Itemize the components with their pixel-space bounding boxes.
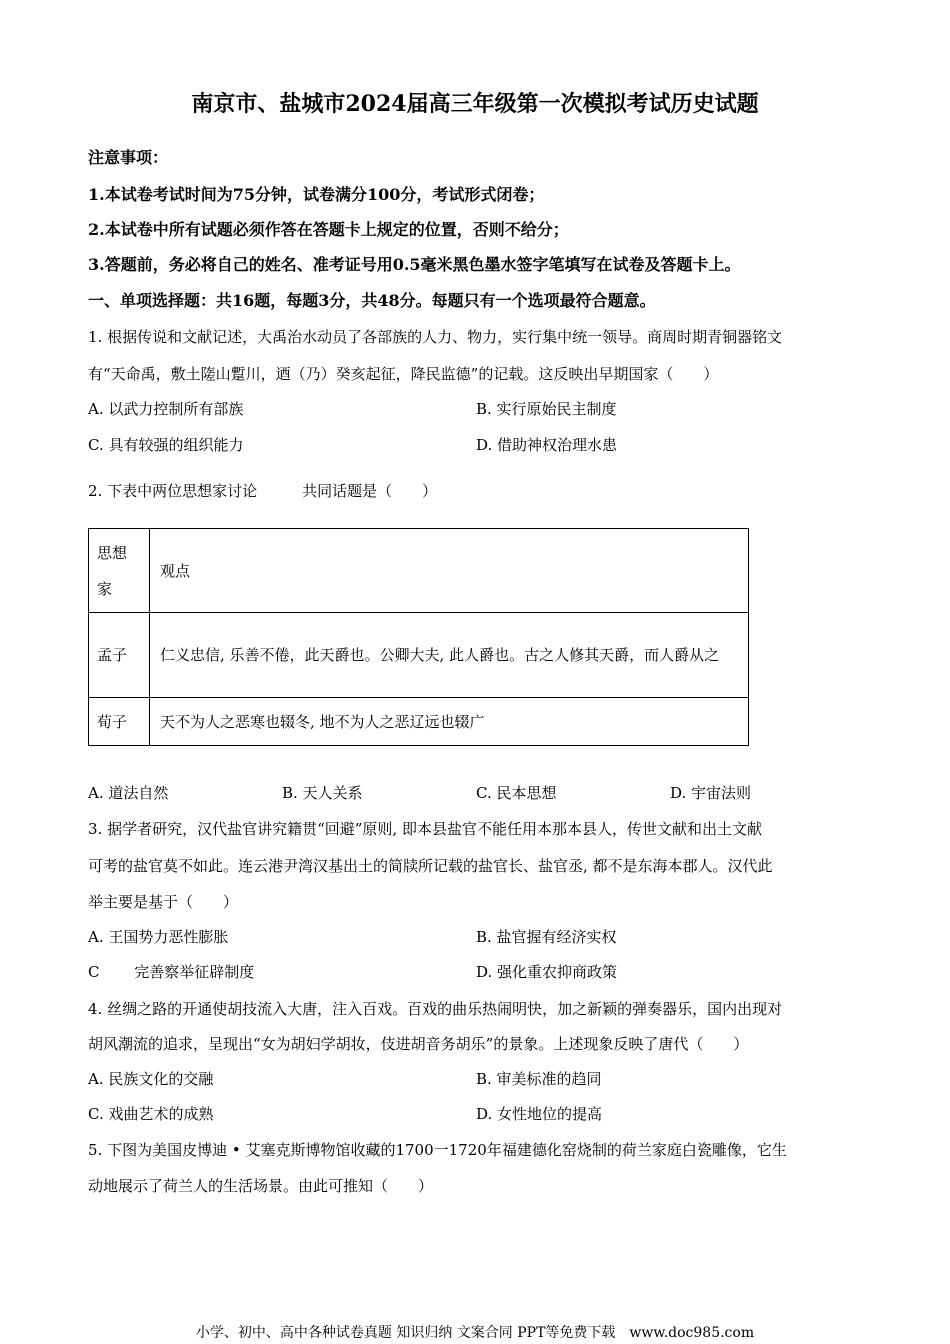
cell-thinker: 荀子 [89, 698, 150, 746]
section-heading: 一、单项选择题：共16题，每题3分，共48分。每题只有一个选项最符合题意。 [88, 291, 656, 310]
q4-option-b: B. 审美标准的趋同 [476, 1070, 602, 1088]
cell-thinker: 孟子 [89, 613, 150, 698]
header-viewpoint: 观点 [150, 529, 749, 613]
footer-text: 小学、初中、高中各种试卷真题 知识归纳 文案合同 PPT等免费下载 www.doc985.com [195, 1325, 755, 1341]
q3-stem-line: 可考的盐官莫不如此。连云港尹湾汉基出土的简牍所记载的盐官长、盐官丞, 都不是东海本郡人。汉代此 [88, 857, 773, 875]
q1-stem-line: 有“天命禹，敷土隓山蹔川，迺（乃）癸亥起征，降民监德”的记载。这反映出早期国家（ ） [88, 365, 719, 383]
q3-stem-line: 3. 据学者研究，汉代盐官讲究籍贯“回避”原则, 即本县盐官不能任用本那本县人，传世文献和出土文献 [88, 820, 762, 838]
q2-stem: 2. 下表中两位思想家讨论 共同话题是（ ） [88, 482, 438, 500]
thinkers-table [88, 528, 749, 746]
q3-stem-line: 举主要是基于（ ） [88, 893, 239, 911]
q4-option-d: D. 女性地位的提高 [476, 1105, 603, 1123]
q2-option-b: B. 天人关系 [282, 784, 363, 802]
cell-viewpoint: 天不为人之恶寒也辍冬, 地不为人之恶辽远也辍广 [150, 698, 749, 746]
q4-stem-line: 胡风潮流的追求，呈现出“女为胡妇学胡妆，伎进胡音务胡乐”的景象。上述现象反映了唐代（ ） [88, 1035, 749, 1053]
q1-option-c: C. 具有较强的组织能力 [88, 436, 244, 454]
note-item: 1.本试卷考试时间为75分钟，试卷满分100分，考试形式闭卷； [88, 185, 545, 204]
q2-option-c: C. 民本思想 [476, 784, 557, 802]
q4-option-c: C. 戏曲艺术的成熟 [88, 1105, 214, 1123]
note-item: 2.本试卷中所有试题必须作答在答题卡上规定的位置，否则不给分； [88, 220, 569, 239]
table-header-row [89, 529, 749, 613]
q3-option-b: B. 盐官握有经济实权 [476, 928, 617, 946]
q1-option-b: B. 实行原始民主制度 [476, 400, 617, 418]
q4-option-a: A. 民族文化的交融 [88, 1070, 214, 1088]
table-row [89, 698, 749, 746]
q1-option-d: D. 借助神权治理水患 [476, 436, 618, 454]
table-row [89, 613, 749, 698]
note-item: 3.答题前，务必将自己的姓名、准考证号用0.5毫米黑色墨水签字笔填写在试卷及答题卡上。 [88, 255, 741, 274]
q1-option-a: A. 以武力控制所有部族 [88, 400, 244, 418]
q2-option-a: A. 道法自然 [88, 784, 169, 802]
q4-stem-line: 4. 丝绸之路的开通使胡技流入大唐，注入百戏。百戏的曲乐热闹明快，加之新颖的弹奏器乐，国内出现对 [88, 1000, 783, 1018]
header-thinker: 思想家 [89, 529, 150, 613]
q1-stem-line: 1. 根据传说和文献记述，大禹治水动员了各部族的人力、物力，实行集中统一领导。商周时期青铜器铭文 [88, 328, 783, 346]
cell-viewpoint: 仁义忠信, 乐善不倦，此天爵也。公卿大夫, 此人爵也。古之人修其天爵，而人爵从之 [150, 613, 749, 698]
notes-heading: 注意事项： [88, 148, 169, 167]
q3-option-d: D. 强化重农抑商政策 [476, 963, 618, 981]
q5-stem-line: 5. 下图为美国皮博迪 • 艾塞克斯博物馆收藏的1700一1720年福建德化窑烧制的荷兰家庭白瓷雕像，它生 [88, 1141, 787, 1159]
q3-option-a: A. 王国势力恶性膨胀 [88, 928, 229, 946]
q3-option-c: C 完善察举征辟制度 [88, 963, 255, 981]
page-title: 南京市、盐城市2024届高三年级第一次模拟考试历史试题 [191, 91, 759, 117]
q2-option-d: D. 宇宙法则 [670, 784, 752, 802]
q5-stem-line: 动地展示了荷兰人的生活场景。由此可推知（ ） [88, 1177, 434, 1195]
